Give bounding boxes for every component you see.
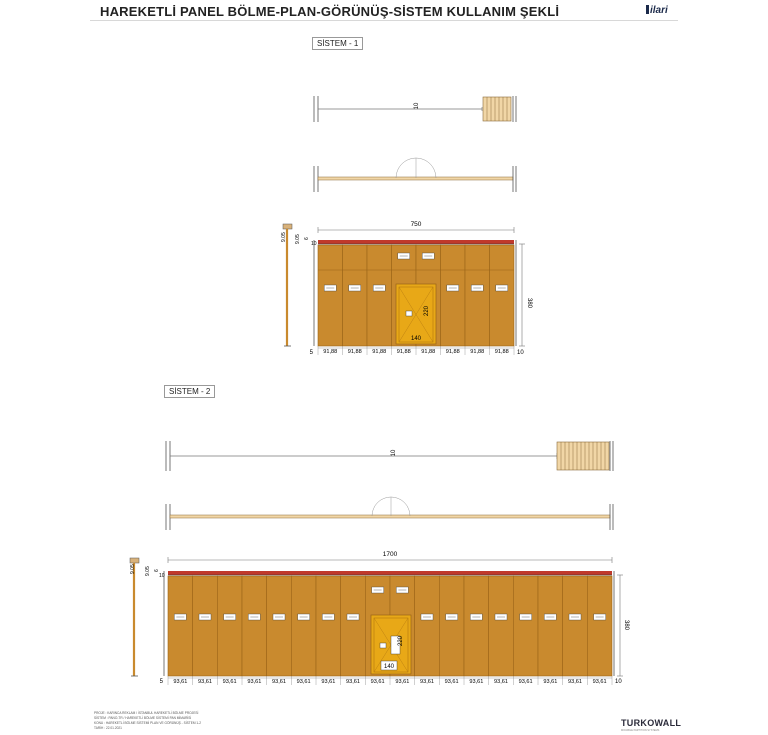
system-1-section-dim-3: 6 xyxy=(304,237,310,240)
system-1-height: 380 xyxy=(526,298,532,309)
panel xyxy=(538,576,563,676)
system-2-section-dim-1: 9.05 xyxy=(130,564,136,574)
panel xyxy=(217,576,242,676)
system-2-top-small: 10 xyxy=(159,573,165,579)
panel xyxy=(193,576,218,676)
turkowall-logo-sub: MOVABLE PARTITION SYSTEMS xyxy=(621,729,660,732)
panel-width-dim: 91,88 xyxy=(372,349,387,355)
panel-width-dim: 91,88 xyxy=(445,349,460,355)
panel-width-dim: 93,61 xyxy=(592,679,607,685)
page-title: HAREKETLİ PANEL BÖLME-PLAN-GÖRÜNÜŞ-SİSTEM KULLANIM ŞEKLİ xyxy=(100,4,560,19)
footer-line: KONU : HAREKETLİ BÖLME SİSTEMİ PLAN VE GÖRÜNÜŞ - SİSTEM 1-2 xyxy=(94,721,201,725)
system-2-elevation xyxy=(160,551,629,685)
system-1-plan-closed xyxy=(314,158,516,192)
panel xyxy=(318,245,343,346)
panel xyxy=(489,576,514,676)
panel-width-dim: 93,61 xyxy=(568,679,582,685)
panel-width-dim: 93,61 xyxy=(346,679,360,685)
system-2-section-dim-3: 6 xyxy=(154,569,160,572)
system-2-plan-closed xyxy=(166,497,613,530)
system-2-height: 380 xyxy=(623,620,629,631)
system-1-left-margin: 5 xyxy=(309,350,313,356)
turkowall-logo: TURKOWALL xyxy=(621,718,682,728)
panel-width-dim: 93,61 xyxy=(321,679,336,685)
system-1-door-height: 220 xyxy=(424,305,430,316)
project-info xyxy=(94,711,201,731)
panel xyxy=(343,245,368,346)
system-2-plan-dim: 10 xyxy=(391,449,397,457)
system-1-section-dim-2: 9.05 xyxy=(295,234,301,244)
panel xyxy=(316,576,341,676)
system-2-panel-dims xyxy=(168,676,612,685)
system-1-total-width: 750 xyxy=(410,221,422,228)
panel-width-dim: 91,88 xyxy=(347,349,362,355)
panel-width-dim: 93,61 xyxy=(222,679,237,685)
footer-line: PROJE : KARINCA REKLAM / İSTANBUL HAREKETLİ BÖLME PROJESİ xyxy=(94,711,199,715)
system-2-door-height: 220 xyxy=(398,635,404,646)
panel-width-dim: 93,61 xyxy=(296,679,311,685)
footer-line: SİSTEM : PANO-TR / HAREKETLİ BÖLME SİSTEMİ PAN MİMARİSİ xyxy=(94,716,192,720)
panel-width-dim: 93,61 xyxy=(198,679,212,685)
panel-width-dim: 93,61 xyxy=(420,679,434,685)
panel xyxy=(490,245,515,346)
panel-width-dim: 91,88 xyxy=(421,349,436,355)
system-1-section xyxy=(281,224,317,346)
system-2-section xyxy=(130,558,165,676)
panel xyxy=(242,576,267,676)
system-1-door-width: 140 xyxy=(410,336,422,342)
panel xyxy=(464,576,489,676)
panel-width-dim: 93,61 xyxy=(395,679,410,685)
panel xyxy=(168,576,193,676)
panel xyxy=(415,576,440,676)
panel-width-dim: 93,61 xyxy=(494,679,508,685)
system-2-door-width: 140 xyxy=(383,664,395,670)
system-1-elevation xyxy=(310,221,532,356)
footer-line: TARİH : 22.01.2021 xyxy=(94,726,122,730)
system-2-section-dim-2: 9.05 xyxy=(145,566,151,576)
panel xyxy=(563,576,588,676)
panel xyxy=(513,576,538,676)
system-1-section-dim-1: 9.05 xyxy=(281,232,287,242)
panel-width-dim: 93,61 xyxy=(518,679,533,685)
panel-width-dim: 91,88 xyxy=(470,349,485,355)
panel-width-dim: 93,61 xyxy=(173,679,188,685)
system-1-plan-stacked xyxy=(314,96,516,122)
brand-logo-text: ilari xyxy=(650,5,668,16)
panel-width-dim: 91,88 xyxy=(494,349,509,355)
panel xyxy=(341,576,366,676)
system-2-plan-stacked xyxy=(166,441,613,471)
panel xyxy=(267,576,292,676)
panel-width-dim: 93,61 xyxy=(272,679,286,685)
panel xyxy=(367,245,392,346)
system-1-plan-dim: 10 xyxy=(414,102,420,110)
panel xyxy=(291,576,316,676)
panel-width-dim: 93,61 xyxy=(444,679,459,685)
panel xyxy=(439,576,464,676)
system-2-left-margin: 5 xyxy=(159,679,163,685)
panel-width-dim: 93,61 xyxy=(247,679,262,685)
panel-width-dim: 93,61 xyxy=(370,679,385,685)
panel-width-dim: 93,61 xyxy=(543,679,558,685)
panel-width-dim: 91,88 xyxy=(396,349,411,355)
panel-width-dim: 93,61 xyxy=(469,679,484,685)
panel xyxy=(587,576,612,676)
system-1-panel-dims xyxy=(318,346,514,355)
panel-width-dim: 91,88 xyxy=(323,349,338,355)
panel xyxy=(441,245,466,346)
system-1-label: SİSTEM - 1 xyxy=(312,37,363,50)
system-2-total-width: 1700 xyxy=(382,551,398,558)
system-2-label: SİSTEM - 2 xyxy=(164,385,215,398)
system-2-right-margin: 10 xyxy=(615,679,622,685)
system-1-right-margin: 10 xyxy=(517,350,524,356)
system-1-top-small: 10 xyxy=(311,241,317,247)
panel xyxy=(465,245,490,346)
